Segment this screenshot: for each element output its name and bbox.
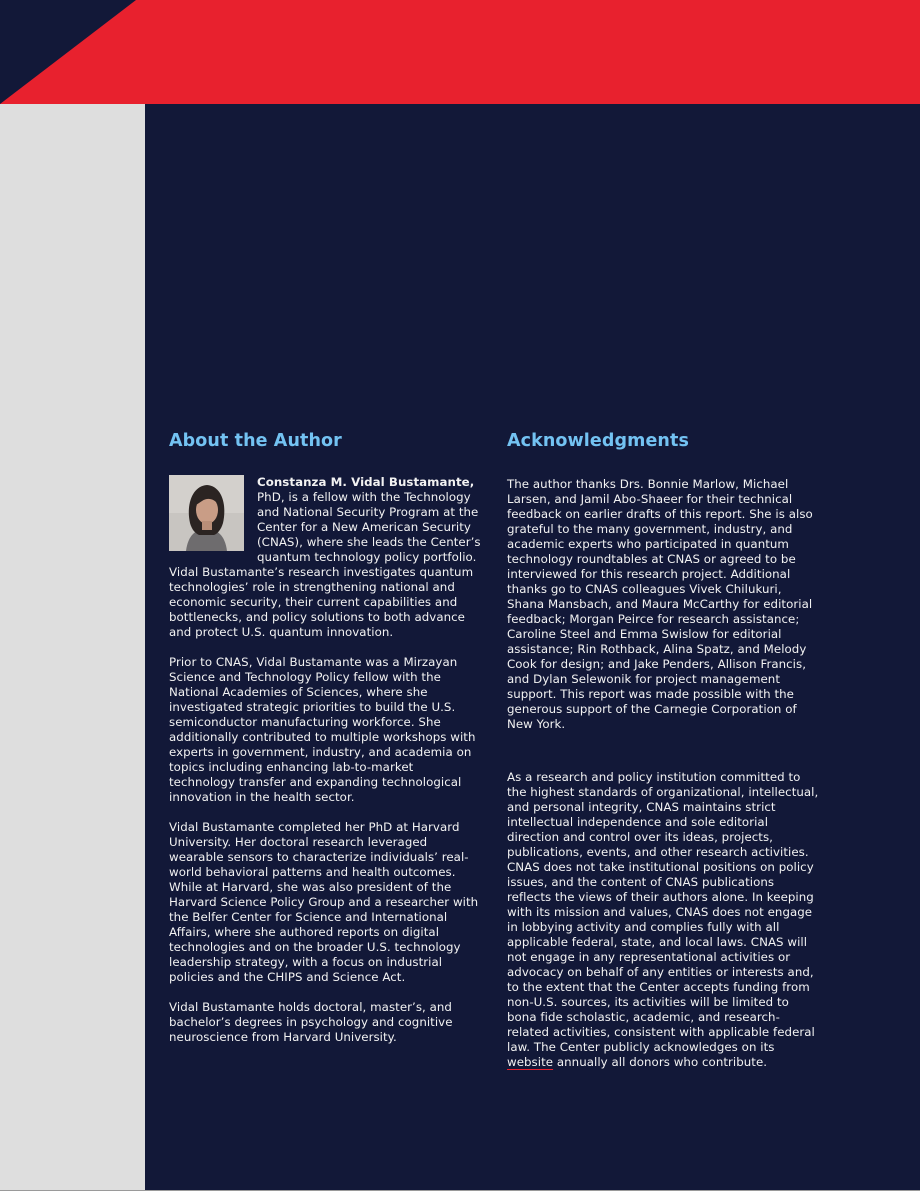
author-name: Constanza M. Vidal Bustamante, <box>257 475 475 489</box>
website-link[interactable]: website <box>507 1055 554 1069</box>
about-author-heading: About the Author <box>169 431 342 451</box>
bio-paragraph-3: Vidal Bustamante completed her PhD at Harvard University. Her doctoral research leveraged wearable sensors to characterize individuals’ real-world behavioral patterns and health outcomes. While at Harvard, she was also president of the Harvard Science Policy Group and a researcher with the Belfer Center for Science and International Affairs, where she authored reports on digital technologies and on the broader U.S. technology leadership strategy, with a focus on industrial policies and the CHIPS and Science Act. <box>169 820 479 984</box>
acknowledgments-heading: Acknowledgments <box>507 431 689 451</box>
left-gray-margin <box>0 104 145 1191</box>
policy-text-after-link: annually all donors who contribute. <box>553 1055 768 1069</box>
bio-paragraph-1: PhD, is a fellow with the Technology and National Security Program at the Center for a New American Security (CNAS), where she leads the Center’s quantum technology policy portfolio. Vidal Bustamante’s research investigates quantum technologies’ role in strengthening national and economic security, their current capabilities and bottlenecks, and policy solutions to both advance and protect U.S. quantum innovation. <box>169 490 481 639</box>
author-bio <box>169 475 482 1045</box>
acknowledgments-section <box>507 430 820 1070</box>
bio-paragraph-4: Vidal Bustamante holds doctoral, master’s, and bachelor’s degrees in psychology and cognitive neuroscience from Harvard University. <box>169 1000 453 1044</box>
acknowledgments-paragraph: The author thanks Drs. Bonnie Marlow, Michael Larsen, and Jamil Abo-Shaeer for their technical feedback on earlier drafts of this report. She is also grateful to the many government, industry, and academic experts who participated in quantum technology roundtables at CNAS or agreed to be interviewed for this research project. Additional thanks go to CNAS colleagues Vivek Chilukuri, Shana Mansbach, and Maura McCarthy for editorial feedback; Morgan Peirce for research assistance; Caroline Steel and Emma Swislow for editorial assistance; Rin Rothback, Alina Spatz, and Melody Cook for design; and Jake Penders, Allison Francis, and Dylan Selewonik for project management support. This report was made possible with the generous support of the Carnegie Corporation of New York. <box>507 477 813 731</box>
independence-policy-paragraph <box>507 770 820 1070</box>
policy-text-before-link: As a research and policy institution committed to the highest standards of organizational, intellectual, and personal integrity, CNAS maintains strict intellectual independence and sole editorial direction and control over its ideas, projects, publications, events, and other research activities. CNAS does not take institutional positions on policy issues, and the content of CNAS publications reflects the views of their authors alone. In keeping with its mission and values, CNAS does not engage in lobbying activity and complies fully with all applicable federal, state, and local laws. CNAS will not engage in any representational activities or advocacy on behalf of any entities or interests and, to the extent that the Center accepts funding from non-U.S. sources, its activities will be limited to bona fide scholastic, academic, and research-related activities, consistent with applicable federal law. The Center publicly acknowledges on its <box>507 770 819 1054</box>
about-author-section <box>169 430 482 1045</box>
bio-paragraph-2: Prior to CNAS, Vidal Bustamante was a Mirzayan Science and Technology Policy fellow with the National Academies of Sciences, where she investigated strategic priorities to build the U.S. semiconductor manufacturing workforce. She additionally contributed to multiple workshops with experts in government, industry, and academia on topics including enhancing lab-to-market technology transfer and expanding technological innovation in the health sector. <box>169 655 476 804</box>
top-left-navy-triangle <box>0 0 136 104</box>
author-photo <box>169 475 244 551</box>
author-portrait-image <box>169 475 244 551</box>
top-red-band <box>0 0 920 104</box>
